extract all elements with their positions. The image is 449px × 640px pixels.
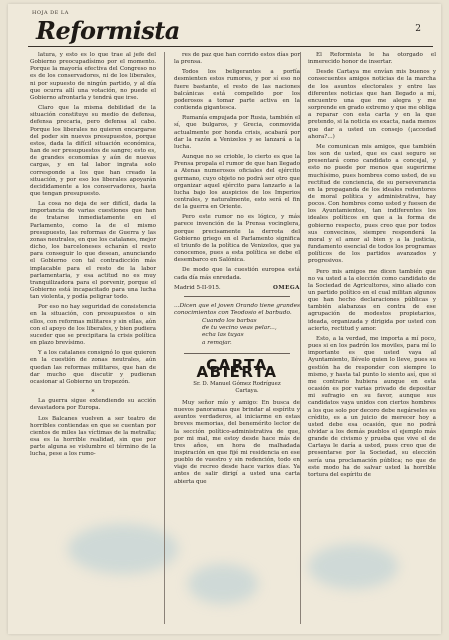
paragraph: La guerra sigue extendiendo su acción devastadora por Europa.: [30, 398, 156, 412]
paragraph: Todos los beligerantes a porfía desmienten estos rumores, y por sí eso no fuere bastante, el resto de las naciones balcánicas está compelido por los poderosos a tomar parte activa en la contienda gigantesca.: [174, 69, 300, 112]
epigraph: [174, 303, 300, 347]
section-divider: [184, 353, 290, 354]
paragraph: El Reformista le ha otorgado el inmerecido honor de insertar.: [308, 52, 436, 66]
water-stain: [68, 524, 178, 574]
epigraph-intro: ...Dicen que el joven Orando tiene grandes conocimientos con Teodosio el barbudo.: [174, 302, 300, 317]
column-middle: [174, 52, 300, 489]
dateline: [174, 285, 300, 292]
addressee-name: Sr. D. Manuel Gómez Rodríguez: [193, 380, 281, 387]
paragraph: Pero mis amigos me dicen también que no va usted a la elección como candidato de la Sociedad de Agricultores, sino aliado con un partido político en el cual militan algunos que han hecho declaraciones públicas y también alabanzas en contra de ese agrupación de modestos propietarios, ideada, organizada y dirigida por usted con acierto, rectitud y amor.: [308, 268, 436, 332]
paragraph: Esto, a la verdad, me importa a mí poco, pues si en los padrón los moviles, para mí lo importante es que usted vaya al Ayuntamiento, llévelo quien lo lleve, pues su gestión ha de responder con siempre lo mismo, y hasta tal punto lo siento así, que si me contrario hubiera aunque en esta ocasión es por varias privado de depositar mi sufragio en su favor, aunque sus candidatos vaya unidos con ciertos hombres a los que solo por decoro debe negárseles su crédito, es a un juicio de merecer hoy a usted debe esa ocasión, que no podrá olvidar a los demás pueblos el ejemplo más grande de civismo y prueba que vive el de Cartaya le daría a usted, pues creo que de presentarse por la Sociedad, su elección sería una proclamación pública; no que de este modo ha de salvar usted la horrible tortura del espíritu de: [308, 335, 436, 478]
paragraph: res de paz que han corrido estos días por la prensa.: [174, 52, 300, 66]
column-divider: [164, 52, 165, 624]
letter-addressee: [174, 381, 300, 395]
epigraph-poem: [202, 318, 300, 348]
paragraph: Claro que la misma debilidad de la situación constituye su medio de defensa, defensa precaria, pero defensa al cabo. Porque los liberales no quieren encargarse del poder sin nuevos presupuestos, porque estos, dada la difícil situación económica, han de ser presupuestos de sangre; esto es, de grandes economías y aún de nuevas cargas, y en tal labor ingrata solo corresponde a los que han creado la situación, y por eso los liberales apoyarán decididamente a los conservadores, hasta que tengan presupuesto.: [30, 105, 156, 197]
paragraph: Me comunican mis amigos, que también los son de usted, que es casi seguro se presentará como candidato a concejal, y esto no puede por menos que sugerirme muchísimo, pues hombres como usted, de su rectitud de conciencia, de su perseverancia en la propaganda de los ideales redentores de moral política y administrativa, hay pocos. Con hombres como usted y fuesen de los Ayuntamientos, tan indiferentes los ideales políticos en que a la forma de gobierno respecto, pues creo que por todos sus convecinos, siempre responderá la moral y el amor al bien y a la justicia, fundamento esencial de todos los programas políticos de los partidos avanzados y progresivos.: [308, 143, 436, 265]
author-signature: OMEGA: [273, 284, 300, 291]
newspaper-page: [8, 4, 441, 634]
paragraph: La cosa no deja de ser difícil, dada la importancia de varias cuestiones que han de tratarse inmediatamente en el Parlamento, como la de el mismo presupuesto, las reformas de Guerra y las zonas neutrales, en que los catalanes, mejor dicho, los barceloneses echarán el resto para conseguir lo que desean, anunciando el Gobierno con tal contradicción más implacable para el resto de la labor parlamentaria, y esa actitud no es muy tranquilizadora para el porvenir, porque el Gobierno está incapacitado para una lucha tan violenta, y podía peligrar todo.: [30, 201, 156, 301]
paragraph: Los Balcanes vuelven a ser teatro de horribles contiendas en que se cuentan por cientos de miles las víctimas de la metralla; esa es la horrible realidad, sin que por parte alguna se vislumbre el término de la lucha, pese a los rumo-: [30, 415, 156, 458]
paragraph: latura, y esto es lo que trae al jefe del Gobierno preocupadísimo por el momento. Porque la mayoría efectiva del Congreso no es de los conservadores, ni de los liberales, ni por supuesto de ningún partido, y al día que ocurra allí una votación, no puede el Gobierno afrontarla y tendrá que irse.: [30, 52, 156, 101]
paragraph: Muy señor mío y amigo: En busca de nuevos panoramas que brindar al espíritu y asuntos verdaderos, al iniciarme en estas breves memorias, del benemérito lector de la sección político-administrativa de que, por mi mal, me estoy desde hace más de tres años, en hora de malhadada inspiración en que fijé mi residencia en ese pueblo de vuestro y sin redención, todo en viaje de recreo desde hace varios días. Ya antes de salir dirigí a usted una carta abierta que: [174, 399, 300, 485]
column-left: [30, 52, 156, 461]
page-number: 2: [415, 24, 421, 34]
poem-line: a remojar.: [202, 339, 232, 346]
column-divider: [300, 52, 301, 624]
paragraph: Por eso no hay seguridad de consistencia en la situación, con presupuestos o sin ellos, con reformas militares y sin ellas, aún con el apoyo de los liberales, y bien pudiera suceder que se precipitara la crisis política en plazo brevísimo.: [30, 304, 156, 347]
paragraph: Rumanía empujada por Rusia, también el sí, que bulgaros, y Grecia, conmovida actualmente por honda crisis, acabará por dar la razón a Venizelos y se lanzará a la lucha.: [174, 115, 300, 150]
masthead-small-text: HOJA DE LA: [32, 10, 69, 16]
poem-line: echa las tuyas: [202, 332, 244, 339]
section-title: CARTA ABIERTA: [196, 356, 278, 382]
poem-line: Cuando los barbas: [202, 317, 257, 324]
water-stain: [188, 564, 258, 604]
paragraph: Desde Cartaya me envían mis buenos y consecuentes amigos noticias de la marcha de los asuntos electorales y entre las diferentes noticias que han llegado a mí, encuentro una que me alegra y me sorprende en grado extremo y que me obliga a reparar con esta carta y en la que pretendo, si la noticia es exacta, nada menos que dar a usted un consejo (¡accedad ahora?...): [308, 69, 436, 140]
paragraph: Pero este rumor no es lógico, y más parece invención de la Prensa vocinglera, porque precisamente la derrota del Gobierno griego en el Parlamento significa el triunfo de la política de Venizelos, que ya conocemos, pues a esta política se debe el desembarco en Salónica.: [174, 214, 300, 264]
masthead-title: Reformista: [36, 16, 180, 45]
paragraph: De modo que la cuestión europea está cada día más enredada.: [174, 267, 300, 281]
section-divider: [184, 296, 290, 297]
paragraph: Aunque no se crioble, lo cierto es que la Prensa propala el rumor de que han llegado a Atenas numerosos oficiales del ejército germano, cuyo objeto no podrá ser otro que organizar aquel ejército para lanzarlo a la lucha bajo los auspicios de los Imperios centrales, y naturalmente, esto será el fin de la guerra en Oriente.: [174, 154, 300, 211]
dateline-place: Madrid 5-II-915.: [174, 284, 221, 291]
water-stain: [308, 544, 398, 589]
addressee-place: Cartaya.: [235, 387, 259, 394]
masthead: [28, 10, 433, 47]
separator-star: *: [91, 389, 95, 397]
column-right: [308, 52, 436, 482]
poem-line: de tu vecino veas pelar...,: [202, 325, 277, 332]
paragraph: Y a los catalanes consignó lo que quieren en la cuestión de zonas neutrales, aún quedan las reformas militares, que han de dar mucho que discutir y pudieran ocasionar al Gobierno un tropezón.: [30, 350, 156, 385]
